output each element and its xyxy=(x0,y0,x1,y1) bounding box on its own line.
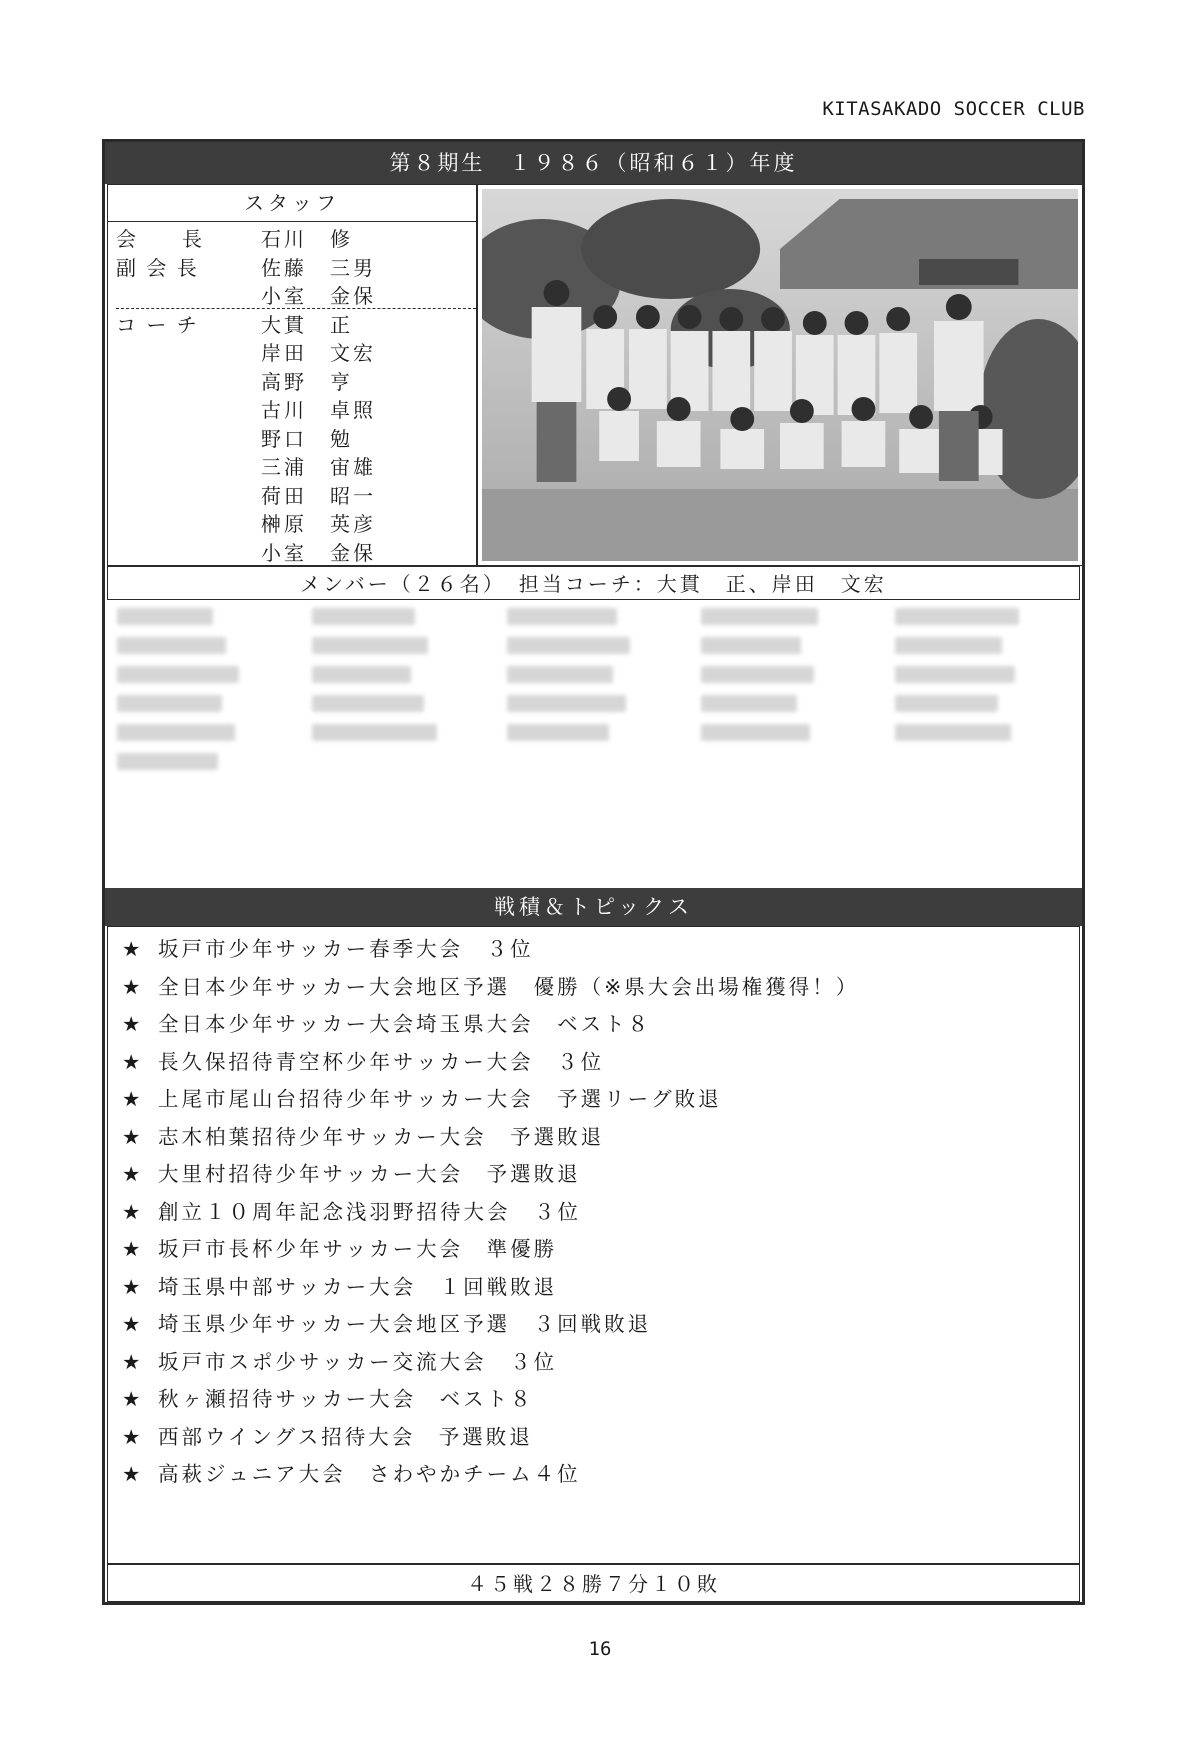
topic-item xyxy=(122,933,534,965)
topic-text: 坂戸市スポ少サッカー交流大会 ３位 xyxy=(158,1349,558,1374)
topic-text: 大里村招待少年サッカー大会 予選敗退 xyxy=(158,1162,581,1186)
staff-name: 榊原 英彦 xyxy=(261,512,376,536)
club-name: KITASAKADO SOCCER CLUB xyxy=(822,98,1085,120)
staff-header: スタッフ xyxy=(108,185,476,222)
staff-row xyxy=(116,225,353,253)
topic-text: 西部ウイングス招待大会 予選敗退 xyxy=(158,1424,533,1449)
redacted-member-name xyxy=(312,608,415,625)
redacted-member-name xyxy=(117,608,213,625)
redacted-member-name xyxy=(312,695,424,712)
topic-text: 全日本少年サッカー大会埼玉県大会 ベスト８ xyxy=(158,1012,652,1036)
star-icon: ★ xyxy=(122,1049,141,1074)
topic-item xyxy=(122,1158,581,1190)
redacted-member-name xyxy=(895,608,1019,625)
redacted-member-name xyxy=(507,608,617,625)
redacted-member-name xyxy=(895,724,1011,741)
topic-item xyxy=(122,971,859,1003)
topic-text: 埼玉県中部サッカー大会 １回戦敗退 xyxy=(158,1274,558,1299)
staff-row xyxy=(116,311,353,339)
star-icon: ★ xyxy=(122,1162,141,1186)
redacted-member-name xyxy=(312,724,437,741)
topic-item xyxy=(122,1308,651,1340)
staff-name: 石川 修 xyxy=(261,227,353,251)
page-number: 16 xyxy=(588,1638,612,1660)
topic-text: 埼玉県少年サッカー大会地区予選 ３回戦敗退 xyxy=(158,1312,652,1336)
staff-name: 小室 金保 xyxy=(261,284,376,308)
star-icon: ★ xyxy=(122,1237,141,1261)
redacted-member-name xyxy=(507,637,630,654)
star-icon: ★ xyxy=(122,1087,141,1111)
topics-list xyxy=(107,926,1080,1564)
star-icon: ★ xyxy=(122,1012,141,1036)
star-icon: ★ xyxy=(122,1124,141,1149)
topic-text: 上尾市尾山台招待少年サッカー大会 予選リーグ敗退 xyxy=(158,1087,722,1111)
topic-item xyxy=(122,1458,581,1490)
star-icon: ★ xyxy=(122,1387,141,1411)
staff-role: 副 会 長 xyxy=(116,255,199,280)
topic-item xyxy=(122,1383,534,1415)
staff-row xyxy=(116,539,376,567)
star-icon: ★ xyxy=(122,1349,141,1374)
star-icon: ★ xyxy=(122,937,141,961)
redacted-member-name xyxy=(701,724,810,741)
redacted-member-name xyxy=(117,724,235,741)
topic-text: 全日本少年サッカー大会地区予選 優勝（※県大会出場権獲得！） xyxy=(158,974,860,999)
redacted-member-name xyxy=(117,637,226,654)
redacted-member-name xyxy=(507,695,626,712)
star-icon: ★ xyxy=(122,1462,141,1486)
star-icon: ★ xyxy=(122,1312,141,1336)
season-frame xyxy=(102,139,1085,1605)
topic-text: 創立１０周年記念浅羽野招待大会 ３位 xyxy=(158,1199,581,1224)
staff-name: 岸田 文宏 xyxy=(261,341,376,365)
staff-name: 荷田 昭一 xyxy=(261,483,376,508)
staff-row xyxy=(116,396,376,424)
topic-text: 志木柏葉招待少年サッカー大会 予選敗退 xyxy=(158,1124,605,1149)
topic-item xyxy=(122,1233,557,1265)
redacted-member-name xyxy=(701,637,801,654)
staff-divider xyxy=(116,308,476,309)
staff-row xyxy=(116,282,376,310)
team-photo-panel xyxy=(477,184,1083,566)
staff-name: 三浦 宙雄 xyxy=(261,455,376,479)
topic-text: 高萩ジュニア大会 さわやかチーム４位 xyxy=(158,1462,581,1486)
topic-item xyxy=(122,1008,651,1040)
staff-row xyxy=(116,254,376,282)
members-list-redacted xyxy=(107,600,1080,888)
topic-item xyxy=(122,1083,722,1115)
topic-item xyxy=(122,1346,557,1378)
topic-item xyxy=(122,1421,533,1453)
redacted-member-name xyxy=(701,608,818,625)
staff-row xyxy=(116,339,376,367)
staff-name: 高野 亨 xyxy=(261,369,353,394)
star-icon: ★ xyxy=(122,1274,141,1299)
redacted-member-name xyxy=(117,753,218,770)
staff-row xyxy=(116,368,353,396)
staff-role: 会 長 xyxy=(116,227,204,251)
topics-header: 戦積＆トピックス xyxy=(105,888,1082,926)
redacted-member-name xyxy=(117,666,239,683)
star-icon: ★ xyxy=(122,1199,141,1224)
members-header: メンバー（２６名） 担当コーチ：大貫 正、岸田 文宏 xyxy=(107,566,1080,600)
staff-row xyxy=(116,425,353,453)
team-photo xyxy=(482,189,1078,561)
staff-name: 古川 卓照 xyxy=(261,398,376,422)
staff-panel xyxy=(107,184,477,566)
season-record: ４５戦２８勝７分１０敗 xyxy=(107,1564,1080,1602)
redacted-member-name xyxy=(312,666,411,683)
topic-item xyxy=(122,1046,604,1078)
redacted-member-name xyxy=(701,666,814,683)
redacted-member-name xyxy=(117,695,222,712)
redacted-member-name xyxy=(895,637,1002,654)
staff-row xyxy=(116,453,376,481)
topic-text: 坂戸市長杯少年サッカー大会 準優勝 xyxy=(158,1237,558,1261)
redacted-member-name xyxy=(895,666,1015,683)
topic-item xyxy=(122,1271,557,1303)
topic-text: 坂戸市少年サッカー春季大会 ３位 xyxy=(158,937,534,961)
staff-name: 大貫 正 xyxy=(261,312,353,337)
staff-name: 野口 勉 xyxy=(261,426,353,451)
staff-row xyxy=(116,482,376,510)
redacted-member-name xyxy=(895,695,998,712)
redacted-member-name xyxy=(507,724,609,741)
topic-item xyxy=(122,1196,581,1228)
topic-text: 長久保招待青空杯少年サッカー大会 ３位 xyxy=(158,1049,605,1074)
staff-role: コ ー チ xyxy=(116,312,199,337)
staff-name: 小室 金保 xyxy=(261,540,376,565)
season-title: 第８期生 １９８６（昭和６１）年度 xyxy=(105,142,1082,184)
redacted-member-name xyxy=(312,637,428,654)
staff-row xyxy=(116,510,376,538)
star-icon: ★ xyxy=(122,974,141,999)
redacted-member-name xyxy=(701,695,797,712)
topic-text: 秋ヶ瀬招待サッカー大会 ベスト８ xyxy=(158,1387,534,1411)
star-icon: ★ xyxy=(122,1424,141,1449)
staff-name: 佐藤 三男 xyxy=(261,255,376,280)
topic-item xyxy=(122,1121,604,1153)
redacted-member-name xyxy=(507,666,613,683)
